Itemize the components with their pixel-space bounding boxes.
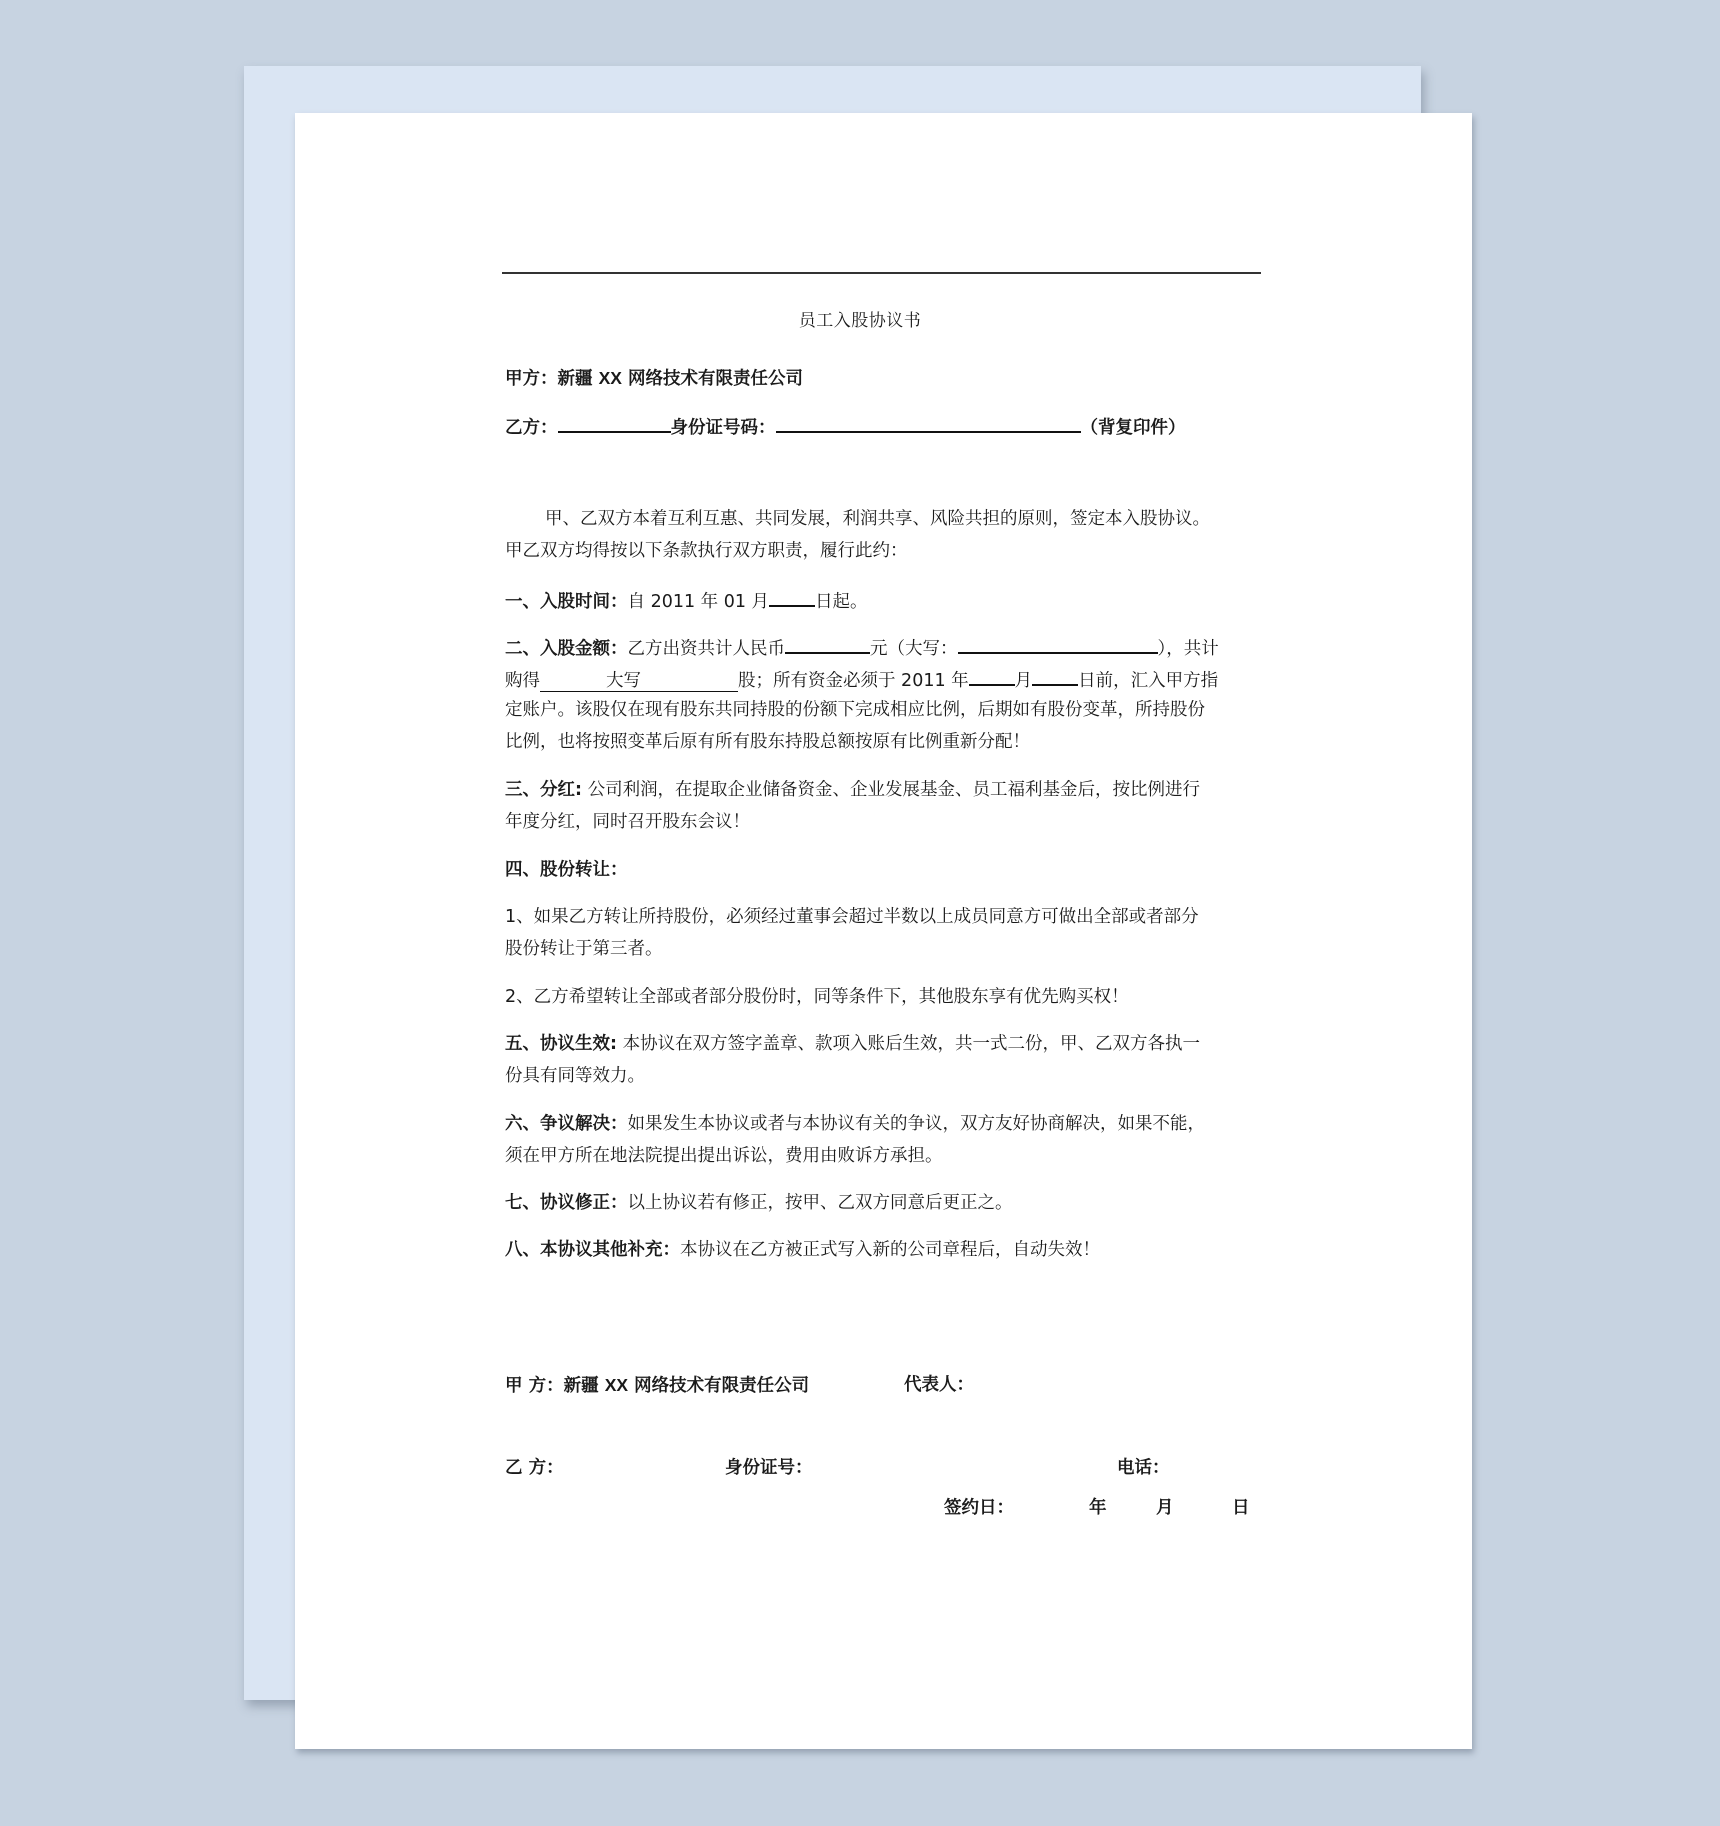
party-a-name-xx: XX [598, 368, 622, 388]
clause-5-heading: 五、协议生效: [505, 1034, 617, 1054]
clause-3-line-1 [505, 778, 1200, 802]
clause-8-text-a: 本协议在乙方被正式写入新的公司章程后，自动失效！ [680, 1240, 1100, 1260]
party-a-name-suffix: 网络技术有限责任公司 [621, 369, 804, 389]
deadline-day-blank[interactable] [1032, 666, 1078, 686]
id-note: （背复印件） [1080, 418, 1186, 438]
header-rule [502, 272, 1261, 274]
party-a-name-prefix: 新疆 [557, 369, 599, 389]
signature-party-a [505, 1373, 809, 1398]
clause-2-text-e: 股；所有资金必须于 2011 年 [738, 671, 969, 691]
clause-5-line-1 [505, 1032, 1200, 1056]
clause-4-item-2: 2、乙方希望转让全部或者部分股份时，同等条件下，其他股东享有优先购买权！ [505, 987, 1129, 1007]
clause-2-line-1 [505, 634, 1219, 661]
deadline-month-blank[interactable] [969, 666, 1015, 686]
clause-5-line-2: 份具有同等效力。 [505, 1066, 645, 1086]
party-b-line [505, 413, 1186, 440]
clause-2-text-b: 元（大写： [870, 639, 958, 659]
clause-5-text-a: 本协议在双方签字盖章、款项入账后生效，共一式二份，甲、乙双方各执一 [617, 1034, 1201, 1054]
clause-7-heading: 七、协议修正： [505, 1193, 628, 1213]
signature-day-label: 日 [1232, 1498, 1250, 1518]
signature-party-a-name-prefix: 新疆 [563, 1376, 605, 1396]
clause-2-line-2 [505, 666, 1218, 693]
clause-3-heading: 三、分红: [505, 780, 582, 800]
intro-line-1: 甲、乙双方本着互利互惠、共同发展，利润共享、风险共担的原则，签定本入股协议。 [545, 509, 1210, 529]
clause-2-line-3: 定账户。该股仅在现有股东共同持股的份额下完成相应比例，后期如有股份变革，所持股份 [505, 700, 1205, 720]
clause-2-text-g: 日前，汇入甲方指 [1078, 671, 1219, 691]
clause-1 [505, 587, 868, 614]
clause-6-text-a: 如果发生本协议或者与本协议有关的争议，双方友好协商解决，如果不能， [627, 1114, 1205, 1134]
party-a-line [505, 366, 803, 391]
clause-2-heading: 二、入股金额： [505, 639, 628, 659]
id-label: 身份证号码： [670, 418, 776, 438]
party-a-label: 甲方： [505, 369, 558, 389]
signature-party-a-name-xx: XX [604, 1375, 629, 1395]
clause-7-text-a: 以上协议若有修正，按甲、乙双方同意后更正之。 [627, 1193, 1013, 1213]
clause-2-line-4: 比例，也将按照变革后原有所有股东持股总额按原有比例重新分配！ [505, 732, 1030, 752]
signature-id-label: 身份证号： [725, 1458, 813, 1478]
clause-3-line-2: 年度分红，同时召开股东会议！ [505, 812, 750, 832]
clause-2-text-a: 乙方出资共计人民币 [627, 639, 785, 659]
clause-2-text-c: ），共计 [1157, 639, 1219, 659]
shares-blank-hint: 大写 [606, 671, 641, 691]
signature-month-label: 月 [1156, 1498, 1174, 1518]
clause-2-text-d: 购得 [505, 671, 540, 691]
id-number-blank[interactable] [776, 413, 1081, 433]
signature-party-b-label: 乙 方： [505, 1458, 564, 1478]
clause-8-heading: 八、本协议其他补充： [505, 1240, 680, 1260]
clause-1-text-b: 日起。 [815, 592, 868, 612]
clause-6-line-1 [505, 1112, 1205, 1136]
clause-1-heading: 一、入股时间： [505, 592, 628, 612]
clause-4-item-1-line-2: 股份转让于第三者。 [505, 939, 663, 959]
document-title: 员工入股协议书 [798, 311, 922, 331]
signature-party-a-label: 甲 方： [505, 1376, 564, 1396]
clause-4-heading: 四、股份转让： [505, 860, 628, 880]
signature-representative-label: 代表人： [904, 1375, 974, 1395]
clause-1-text-a: 自 2011 年 01 月 [627, 592, 770, 612]
signature-party-a-name-suffix: 网络技术有限责任公司 [628, 1376, 810, 1396]
signature-year-label: 年 [1089, 1498, 1107, 1518]
clause-6-heading: 六、争议解决： [505, 1114, 628, 1134]
signature-date-label: 签约日： [944, 1498, 1014, 1518]
clause-6-line-2: 须在甲方所在地法院提出提出诉讼，费用由败诉方承担。 [505, 1146, 943, 1166]
shares-blank[interactable] [540, 671, 738, 692]
signature-phone-label: 电话： [1117, 1458, 1170, 1478]
clause-2-text-f: 月 [1014, 671, 1033, 691]
front-page-sheet [295, 113, 1472, 1749]
amount-uppercase-blank[interactable] [958, 634, 1158, 654]
clause-8-line-1 [505, 1238, 1100, 1262]
clause-4-item-1-line-1: 1、如果乙方转让所持股份，必须经过董事会超过半数以上成员同意方可做出全部或者部分 [505, 907, 1199, 927]
party-b-label: 乙方： [505, 418, 558, 438]
intro-line-2: 甲乙双方均得按以下条款执行双方职责，履行此约： [505, 541, 908, 561]
party-b-name-blank[interactable] [558, 413, 671, 433]
amount-blank[interactable] [785, 634, 870, 654]
start-day-blank[interactable] [769, 587, 815, 607]
clause-3-text-a: 公司利润，在提取企业储备资金、企业发展基金、员工福利基金后，按比例进行 [582, 780, 1201, 800]
clause-7-line-1 [505, 1191, 1013, 1215]
